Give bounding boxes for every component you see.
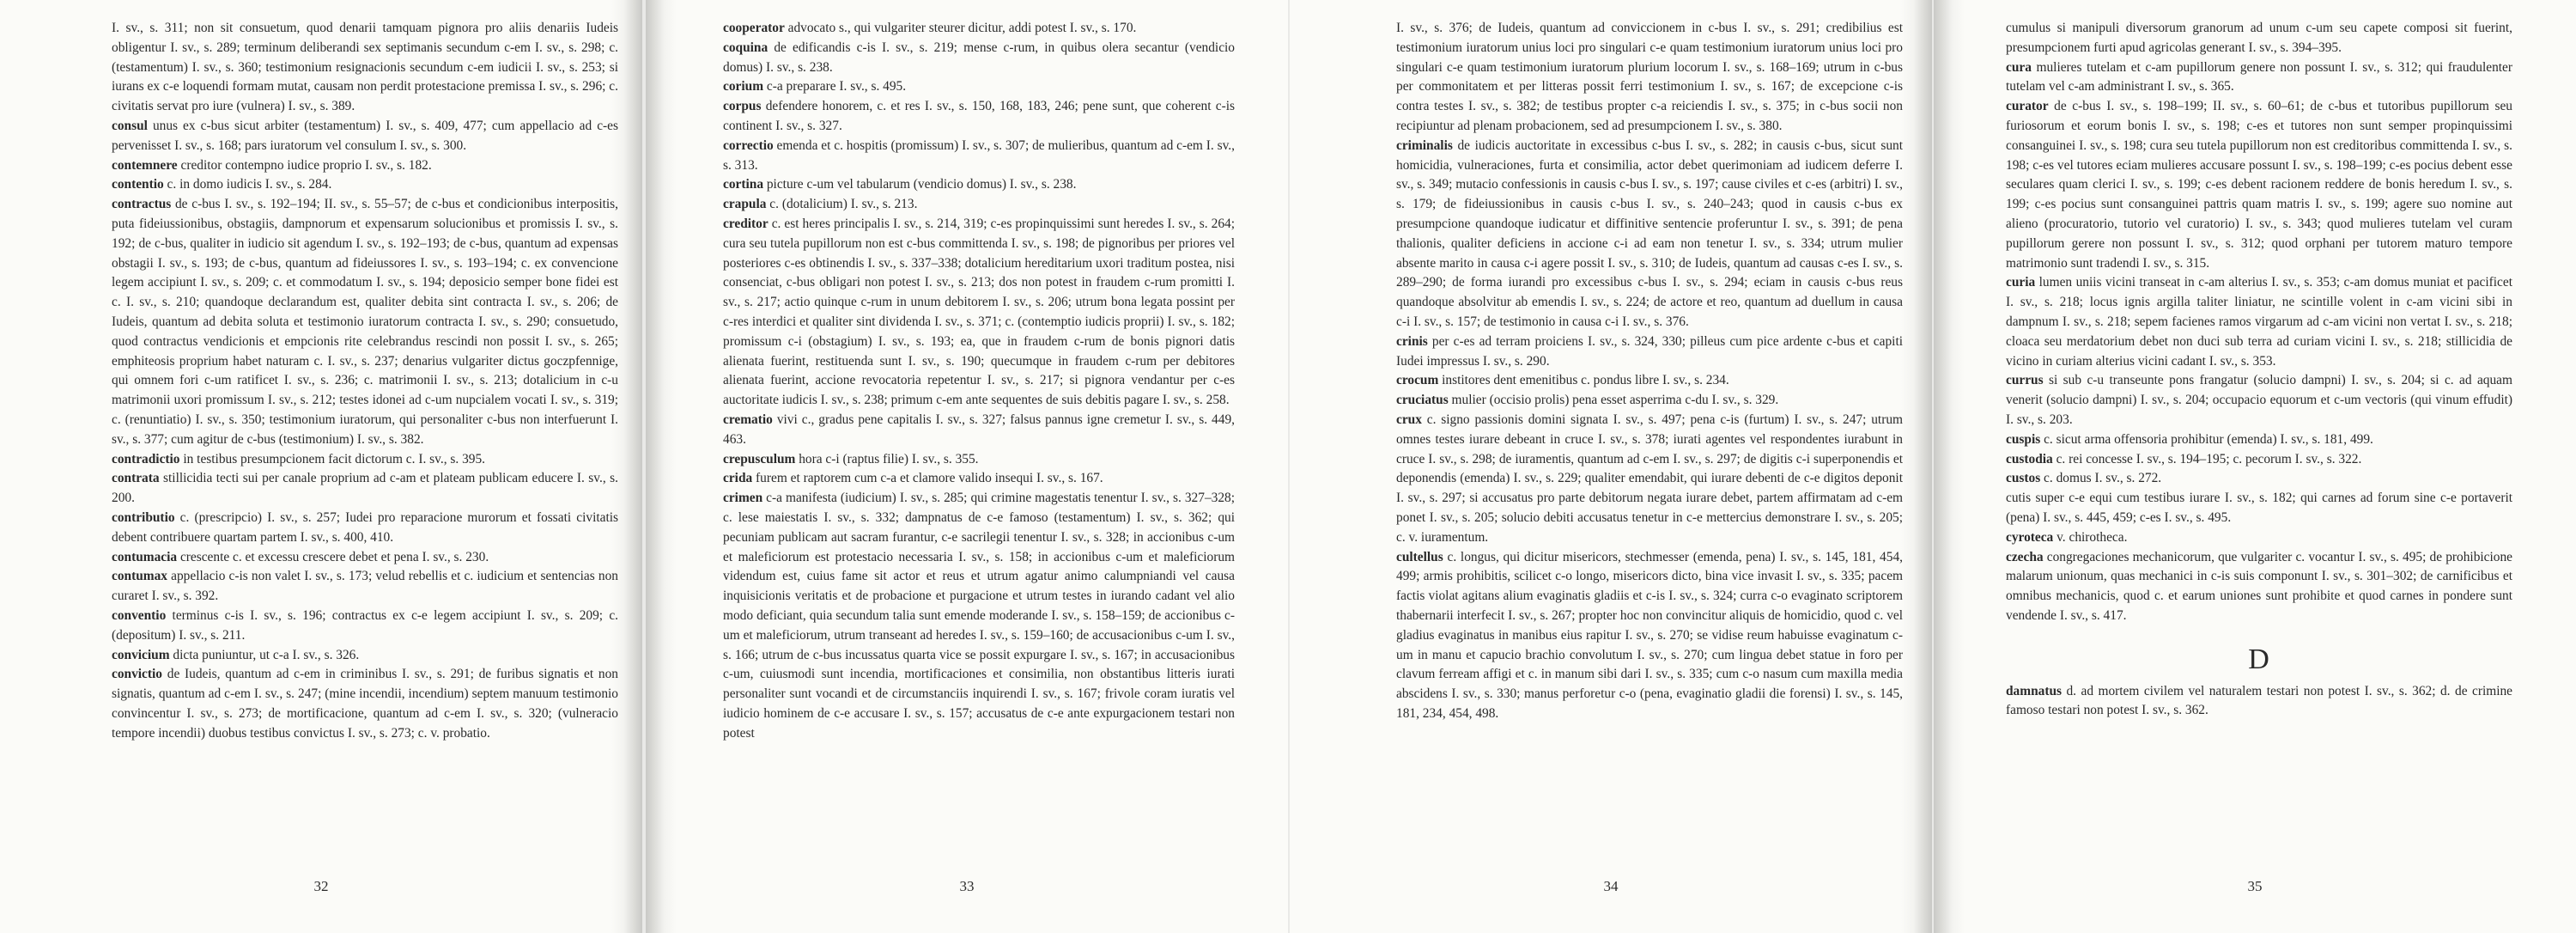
entry-text: c-a manifesta (iudicium) I. sv., s. 285; qui crimine magestatis tenentur I. sv., s. 327–328; c. lese maiestatis I. sv., s. 332; dampnatus de c-e famoso (testamentum) I. sv., s. 362; qui pecuniam publicam aut sacram furantur, c-e sacrilegii tenentur I. sv., s. 328; in accionibus c-um et maleficiorum est protestacio necessaria I. sv., s. 158; in accionibus c-um et maleficiorum videndum est, cuius fame sit actor et reus et utrum agatur animo calumpniandi vel causa inquisicionis veritatis et de probacione et purgacione et utrum testes in iurando cadant vel alio modo deficiant, quia secundum talia sunt emende moderande I. sv., s. 158–159; de accionibus c-um et maleficiorum, utrum transeant ad heredes I. sv., s. 159–160; de accusacionibus c-um I. sv., s. 166; utrum de c-bus incussatus quarta vice se possit expurgare I. sv., s. 167; in accusacionibus c-um, cuiusmodi sunt incendia, mortificaciones et consimilia, non obstantibus litteris iurati personaliter sunt vocandi et de circumstanciis inquirendi I. sv., s. 167; frivole coram iuratis vel iudicio hominem de c-e accusare I. sv., s. 157; accusatus de c-e ante expurgacionem testari non potest xyxy=(723,491,1235,741)
index-entry xyxy=(723,489,1235,743)
index-entry xyxy=(723,137,1235,176)
entry-text: advocato s., qui vulgariter steurer dicitur, addi potest I. sv., s. 170. xyxy=(784,21,1137,35)
index-entry xyxy=(112,665,618,743)
entry-headword: curator xyxy=(2006,99,2049,114)
entry-text: emenda et c. hospitis (promissum) I. sv., s. 307; de mulieribus, quantum ad c-em I. sv., s. 313. xyxy=(723,137,1235,173)
index-entry xyxy=(112,509,618,548)
entry-text: de c-bus I. sv., s. 192–194; II. sv., s. 55–57; de c-bus et condicionibus interpositis, puta fideiussionibus, obstagiis, dampnorum et expensarum solucionibus et promissis I. sv., s. 192; de c-bus, qualiter in iudicio sit agendum I. sv., s. 192–193; de c-bus, quantum ad expensas obstagii I. sv., s. 193; de c-bus, quantum ad fideiussores I. sv., s. 193–194; c. ex convencione legem accipiunt I. sv., s. 209; c. et commodatum I. sv., s. 194; deposicio semper bone fidei est c. I. sv., s. 210; quandoque declarandum est, qualiter debita sint contracta I. sv., s. 206; de Iudeis, quantum ad debita soluta et testimonio iuratorum contracta I. sv., s. 290; consuetudo, quod contractus vendicionis et empcionis rite celebrandus rescindi non possit I. sv., s. 265; emphiteosis proprium habet naturam c. I. sv., s. 237; denarius vulgariter dictus goczpfennige, qui omnem fori c-um ratificet I. sv., s. 236; c. matrimonii I. sv., s. 213; dotalicium in c-u matrimonii uxori promissum I. sv., s. 212; testes idonei ad c-um nupcialem vocati I. sv., s. 319; c. (renuntiatio) I. sv., s. 350; testimonium iuratorum, qui personaliter c-bus non interfuerunt I. sv., s. 377; cum agitur de c-bus (testimonium) I. sv., s. 382. xyxy=(112,197,618,447)
entry-text: c. (prescripcio) I. sv., s. 257; Iudei pro reparacione murorum et fossati civitatis debent contribuere quartam partem I. sv., s. 400, 410. xyxy=(112,509,618,545)
index-column xyxy=(2006,19,2512,721)
entry-text: c. signo passionis domini signata I. sv., s. 497; pena c-is (furtum) I. sv., s. 247; utrum omnes testes iurare debeant in cruce I. sv., s. 378; iurati agentes vel respondentes iurabunt in cruce I. sv., s. 298; de iuramentis, quantum ad c-em I. sv., s. 297; de digitis c-i superponendis et deponendis (emenda) I. sv., s. 229; qualiter emendabit, qui iurare debenti de c-e digitos deponit I. sv., s. 297; si accusatus pro parte debitorum negata iurare debet, partem affirmatam ad c-em ponet I. sv., s. 205; solucio debiti accusatus tenetur in c-e mettercius demonstrare I. sv., s. 205; c. v. iuramentum. xyxy=(1396,412,1903,545)
entry-headword: crepusculum xyxy=(723,451,796,466)
entry-headword: contradictio xyxy=(112,451,180,466)
entry-headword: contemnere xyxy=(112,157,178,173)
page-gutter-shadow xyxy=(1934,0,1965,933)
index-column xyxy=(1396,19,1903,724)
entry-headword: convicium xyxy=(112,647,170,662)
entry-headword: curia xyxy=(2006,275,2036,290)
entry-headword: coquina xyxy=(723,40,769,55)
entry-text: mulier (occisio prolis) pena esset asperrima c-du I. sv., s. 329. xyxy=(1448,393,1779,408)
entry-headword: damnatus xyxy=(2006,683,2063,698)
page-gutter-shadow xyxy=(646,0,677,933)
index-entry xyxy=(2006,273,2512,371)
entry-text: defendere honorem, c. et res I. sv., s. 150, 168, 183, 246; pene sunt, que coherent c-is continent I. sv., s. 327. xyxy=(723,99,1235,133)
index-entry xyxy=(1396,548,1903,724)
index-entry xyxy=(2006,548,2512,626)
entry-headword: cooperator xyxy=(723,21,785,35)
entry-text: creditor contempno iudice proprio I. sv., s. 182. xyxy=(177,157,432,173)
index-entry xyxy=(1396,411,1903,548)
entry-headword: cuspis xyxy=(2006,431,2041,447)
entry-text: crescente c. et excessu crescere debet et pena I. sv., s. 230. xyxy=(177,549,489,564)
index-entry xyxy=(1396,332,1903,372)
index-entry xyxy=(723,411,1235,450)
entry-headword: contrata xyxy=(112,471,160,486)
entry-text: cumulus si manipuli diversorum granorum ad unum c-um seu capete composi sit fuerint, presumpcionem furti apud agricolas generant I. sv., s. 394–395. xyxy=(2006,21,2512,55)
index-entry xyxy=(1396,137,1903,332)
index-column xyxy=(723,19,1235,743)
entry-headword: criminalis xyxy=(1396,137,1453,153)
index-entry xyxy=(2006,528,2512,548)
entry-headword: custos xyxy=(2006,471,2041,486)
index-entry xyxy=(723,97,1235,137)
index-entry xyxy=(112,548,618,568)
entry-headword: corpus xyxy=(723,99,762,114)
entry-headword: consul xyxy=(112,118,148,133)
index-entry xyxy=(112,175,618,195)
page-33 xyxy=(646,0,1288,933)
entry-text: c. longus, qui dicitur misericors, stechmesser (emenda, pena) I. sv., s. 145, 181, 454, 499; armis prohibitis, scilicet c-o longo, misericors dicto, bina vice invasit I. sv., s. 335; pacem factis violat agitans alium evaginatis gladiis et c-is I. sv., s. 324; curra c-o evaginato scriptorem thabernarii interfecit I. sv., s. 267; propter hoc non convincitur aliquis de homicidio, quod c. vel gladius evaginatus in manibus eius rapitur I. sv., s. 270; se vidise reum habuisse evaginatum c-um in manu et capucio brachio convolutum I. sv., s. 270; cum lingua debet statue in foro per clavum ferream affigi et c. in manum sibi dari I. sv., s. 335; cum c-o nasum cum maxilla media abscidens I. sv., s. 330; manus perforetur c-o (pena, evaginatio gladii die forensi) I. sv., s. 145, 181, 234, 454, 498. xyxy=(1396,549,1903,721)
entry-text: I. sv., s. 311; non sit consuetum, quod denarii tamquam pignora pro aliis denariis Iudeis obligentur I. sv., s. 289; terminum deliberandi sex septimanis secundum c-em I. sv., s. 298; c. (testamentum) I. sv., s. 360; testimonium resignacionis secundum c-em iudicii I. sv., s. 253; si iurans ex c-e loquendi formam mutat, causam non perdit protestacione premissa I. sv., s. 296; c. civitatis servat pro iure (vulnera) I. sv., s. 389. xyxy=(112,21,618,114)
index-entry xyxy=(2006,450,2512,470)
entry-headword: crimen xyxy=(723,491,763,506)
index-entry xyxy=(112,195,618,449)
entry-text: I. sv., s. 376; de Iudeis, quantum ad conviccionem in c-bus I. sv., s. 291; credibilius est testimonium iuratorum unius loci pro singulari c-e quam testimonium iuratorum unius loci pro singulari c-e quam testimonium iuratorum plurium locorum I. sv., s. 168–169; utrum in c-bus per commonitatem et per litteras possit ferri testimonium I. sv., s. 167; de excepcione c-is contra testes I. sv., s. 382; de testibus propter c-a reiciendis I. sv., s. 375; in c-bus socii non recipiuntur ad plenam probacionem, sed ad presumpcionem I. sv., s. 380. xyxy=(1396,21,1903,133)
entry-text: per c-es ad terram proiciens I. sv., s. 324, 330; pilleus cum pice ardente c-bus et capiti Iudei impressus I. sv., s. 290. xyxy=(1396,333,1903,369)
entry-headword: convictio xyxy=(112,667,162,682)
entry-headword: conventio xyxy=(112,607,167,623)
section-letter: D xyxy=(2248,643,2270,675)
entry-headword: creditor xyxy=(723,216,769,231)
entry-text: c-a preparare I. sv., s. 495. xyxy=(763,79,907,95)
page-number: 34 xyxy=(1603,878,1619,894)
page-number: 35 xyxy=(2247,878,2263,894)
entry-headword: contractus xyxy=(112,197,172,212)
index-entry xyxy=(2006,371,2512,430)
entry-text: de iudicis auctoritate in excessibus c-bus I. sv., s. 282; in causis c-bus, sicut sunt homicidia, vulneraciones, furta et consimilia, actor debet querimoniam ad iudicem deferre I. sv., s. 349; mutacio confessionis in causis c-bus I. sv., s. 197; cause civiles et c-es (arbitri) I. sv., s. 179; de fideiussionibus in causis c-bus I. sv., s. 240–243; quod in causis c-bus ex presumpcione quandoque iudicatur et diffinitive sentencie proferuntur I. sv., s. 391; de pena thalionis, qualiter deficiens in accione c-i ad eam non tenetur I. sv., s. 334; utrum mulier absente marito in causa c-i agere possit I. sv., s. 310; de Iudeis, quantum ad causas c-es I. sv., s. 289–290; de forma iurandi pro excessibus c-bus I. sv., s. 294; eciam in causis c-bus reus quandoque absolvitur ab emendis I. sv., s. 224; de actore et reo, quantum ad duellum in causa c-i I. sv., s. 157; de testimonio in causa c-i I. sv., s. 376. xyxy=(1396,137,1903,329)
entry-headword: cortina xyxy=(723,177,764,192)
index-entry xyxy=(723,215,1235,411)
entry-text: v. chirotheca. xyxy=(2053,529,2128,545)
entry-headword: currus xyxy=(2006,373,2044,388)
entry-text: si sub c-u transeunte pons frangatur (solucio dampni) I. sv., s. 204; si c. ad aquam venerit (solucio dampni) I. sv., s. 204; occupacio equorum et c-um vectoris (qui vinum effudit) I. sv., s. 203. xyxy=(2006,373,2512,427)
entry-headword: cyroteca xyxy=(2006,529,2054,545)
index-entry xyxy=(112,469,618,509)
entry-text: picture c-um vel tabularum (vendicio domus) I. sv., s. 238. xyxy=(763,177,1077,192)
entry-text: de Iudeis, quantum ad c-em in criminibus I. sv., s. 291; de furibus signatis et non signatis, quantum ad c-em I. sv., s. 247; (mine incendii, incendium) septem manuum testimonio convincentur I. sv., s. 273; de mortificacione, quantum ad c-em I. sv., s. 320; (vulneracio tempore incendii) duobus testibus convictus I. sv., s. 273; c. v. probatio. xyxy=(112,667,618,741)
index-entry xyxy=(112,156,618,176)
entry-text: cutis super c-e equi cum testibus iurare I. sv., s. 182; qui carnes ad forum sine c-e portaverit (pena) I. sv., s. 445, 459; c-es I. sv., s. 495. xyxy=(2006,491,2512,525)
entry-text: institores dent emenitibus c. pondus libre I. sv., s. 234. xyxy=(1438,373,1729,388)
entry-text: terminus c-is I. sv., s. 196; contractus ex c-e legem accipiunt I. sv., s. 209; c. (depositum) I. sv., s. 211. xyxy=(112,607,618,643)
page-gutter-shadow xyxy=(1901,0,1932,933)
index-entry xyxy=(2006,489,2512,528)
entry-headword: crida xyxy=(723,471,753,486)
entry-headword: crematio xyxy=(723,412,773,427)
index-entry xyxy=(2006,682,2512,722)
page-number: 32 xyxy=(313,878,329,894)
entry-text: c. sicut arma offensoria prohibitur (emenda) I. sv., s. 181, 499. xyxy=(2040,431,2373,447)
entry-headword: crinis xyxy=(1396,333,1428,349)
entry-headword: contumacia xyxy=(112,549,178,564)
page-number: 33 xyxy=(959,878,975,894)
entry-text: mulieres tutelam et c-am pupillorum genere non possunt I. sv., s. 312; qui fraudulenter tutelam vel c-am administrant I. sv., s. 365. xyxy=(2006,59,2512,95)
index-entry xyxy=(2006,19,2512,58)
entry-text: d. ad mortem civilem vel naturalem testari non potest I. sv., s. 362; d. de crimine famoso testari non potest I. sv., s. 362. xyxy=(2006,683,2512,718)
entry-headword: czecha xyxy=(2006,549,2044,564)
entry-headword: cruciatus xyxy=(1396,393,1449,408)
index-entry xyxy=(112,117,618,156)
index-entry xyxy=(1396,391,1903,411)
index-entry xyxy=(112,567,618,607)
entry-headword: crocum xyxy=(1396,373,1439,388)
entry-headword: crux xyxy=(1396,412,1422,427)
entry-text: c. rei concesse I. sv., s. 194–195; c. pecorum I. sv., s. 322. xyxy=(2052,451,2362,466)
index-entry xyxy=(112,19,618,117)
index-entry xyxy=(2006,469,2512,489)
index-entry xyxy=(723,195,1235,215)
entry-text: appellacio c-is non valet I. sv., s. 173; velud rebellis et c. iudicium et sentencias non curaret I. sv., s. 392. xyxy=(112,569,618,604)
entry-text: de edificandis c-is I. sv., s. 219; mense c-rum, in quibus olera secantur (vendicio domus) I. sv., s. 238. xyxy=(723,40,1235,75)
entry-text: hora c-i (raptus filie) I. sv., s. 355. xyxy=(795,451,979,466)
index-entry xyxy=(723,77,1235,97)
index-entry xyxy=(723,19,1235,39)
index-entry xyxy=(112,607,618,646)
index-entry xyxy=(112,646,618,666)
entry-text: dicta puniuntur, ut c-a I. sv., s. 326. xyxy=(169,647,360,662)
entry-headword: correctio xyxy=(723,137,774,153)
entry-headword: corium xyxy=(723,79,764,95)
entry-text: c. est heres principalis I. sv., s. 214, 319; c-es propinquissimi sunt heredes I. sv., s. 264; cura seu tutela pupillorum non est c-bus committenda I. sv., s. 198; de pignoribus per priores vel posteriores c-es obtinendis I. sv., s. 337–338; dotalicium hereditarium uxori traditum postea, nisi consenciat, c-bus obligari non potest I. sv., s. 213; dos non potest in fraudem c-rum promitti I. sv., s. 217; actio quinque c-rum in unum debitorem I. sv., s. 206; utrum bona legata possint per c-res interdici et qualiter sint dividenda I. sv., s. 371; c. (contemptio iudicis proprii) I. sv., s. 182; promissum c-i (obstagium) I. sv., s. 193; ea, que in fraudem c-rum de bonis pignori datis alienata fuerint, restituenda sunt I. sv., s. 190; quecumque in fraudem c-rum per debitores alienata fuerint, accione revocatoria repetentur I. sv., s. 217; si pignora vendantur per c-es auctoritate iudicis I. sv., s. 238; primum c-em ante sequentes de suis debitis pagare I. sv., s. 258. xyxy=(723,216,1235,408)
entry-headword: contumax xyxy=(112,569,167,584)
entry-text: c. domus I. sv., s. 272. xyxy=(2040,471,2162,486)
entry-headword: cultellus xyxy=(1396,549,1443,564)
entry-headword: contributio xyxy=(112,509,175,525)
entry-headword: custodia xyxy=(2006,451,2053,466)
index-entry xyxy=(2006,430,2512,450)
entry-text: congregaciones mechanicorum, que vulgariter c. vocantur I. sv., s. 495; de prohibicione malarum unionum, quas mechanici in c-is suis componunt I. sv., s. 301–302; de carnificibus et omnibus mechanicis, quod c. et earum uniones sunt prohibite et quod carnes in pondere sunt vendende I. sv., s. 417. xyxy=(2006,549,2512,623)
entry-text: furem et raptorem cum c-a et clamore valido insequi I. sv., s. 167. xyxy=(752,471,1103,486)
entry-text: stillicidia tecti sui per canale proprium ad c-am et plateam publicam educere I. sv., s. 200. xyxy=(112,471,618,506)
index-entry xyxy=(723,450,1235,470)
entry-text: de c-bus I. sv., s. 198–199; II. sv., s. 60–61; de c-bus et tutoribus pupillorum seu furiosorum et eorum bonis I. sv., s. 198; c-es et tutores non sunt semper propinquissimi consanguinei I. sv., s. 198; cura seu tutela pupillorum non est creditoribus committenda I. sv., s. 198; c-es vel tutores eciam mulieres accusare possunt I. sv., s. 198–199; c-es pocius debent esse seculares quam clerici I. sv., s. 199; c-es debent racionem reddere de bonis heredum I. sv., s. 199; c-es pocius sunt consanguinei pattris quam matris I. sv., s. 199; agere suo nomine aut alieno (procuratorio, tutorio vel curatorio) I. sv., s. 343; quod mulieres tutelam vel curam pupillorum gerere non possunt I. sv., s. 312; quod orphani per tutorem maturo tempore matrimonio sunt tradendi I. sv., s. 315. xyxy=(2006,99,2512,271)
entry-text: vivi c., gradus pene capitalis I. sv., s. 327; falsus pannus igne cremetur I. sv., s. 449, 463. xyxy=(723,412,1235,447)
entry-text: in testibus presumpcionem facit dictorum c. I. sv., s. 395. xyxy=(179,451,486,466)
entry-text: c. in domo iudicis I. sv., s. 284. xyxy=(163,177,332,192)
index-entry xyxy=(1396,371,1903,391)
index-entry xyxy=(112,450,618,470)
index-entry xyxy=(723,39,1235,78)
index-column xyxy=(112,19,618,743)
entry-text: c. (dotalicium) I. sv., s. 213. xyxy=(766,197,918,212)
entry-text: unus ex c-bus sicut arbiter (testamentum) I. sv., s. 409, 477; cum appellacio ad c-es pervenisset I. sv., s. 168; pars iuratorum vel consulum I. sv., s. 300. xyxy=(112,118,618,153)
page-32 xyxy=(0,0,642,933)
entry-headword: contentio xyxy=(112,177,164,192)
index-entry xyxy=(723,469,1235,489)
entry-headword: crapula xyxy=(723,197,767,212)
index-entry xyxy=(1396,19,1903,137)
entry-headword: cura xyxy=(2006,59,2032,75)
entry-text: lumen uniis vicini transeat in c-am alterius I. sv., s. 353; c-am domus muniat et pacificet I. sv., s. 218; locus ignis argilla taliter liniatur, ne scintille volent in c-am vicini sibi in dampnum I. sv., s. 218; sepem facienes ramos virgarum ad c-am vicini non vertat I. sv., s. 218; cloaca seu merdatorium debet non duci sub terra ad curiam vicini I. sv., s. 218; stillicidia de vicino in curiam alterius vicini cadant I. sv., s. 353. xyxy=(2006,275,2512,369)
page-35 xyxy=(1934,0,2576,933)
index-entry xyxy=(723,175,1235,195)
index-entry xyxy=(2006,58,2512,98)
index-entry xyxy=(2006,97,2512,273)
page-34 xyxy=(1290,0,1932,933)
